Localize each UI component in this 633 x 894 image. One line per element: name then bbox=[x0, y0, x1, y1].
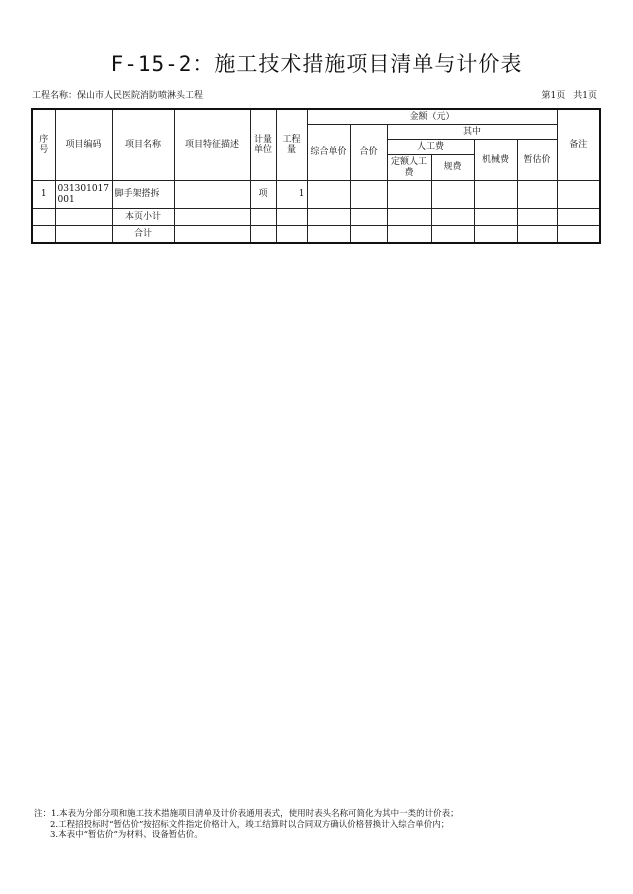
row-seq: 1 bbox=[32, 181, 55, 209]
row-code: 031301017001 bbox=[55, 181, 112, 209]
header-fee: 规费 bbox=[431, 155, 474, 181]
header-total: 合价 bbox=[350, 125, 387, 181]
header-amount: 金额（元） bbox=[307, 109, 557, 125]
note-1: 注：1.本表为分部分项和施工技术措施项目清单及计价表通用表式，使用时表头名称可简化为其中一类的计价表； bbox=[34, 809, 459, 819]
header-feature: 项目特征描述 bbox=[174, 109, 250, 181]
header-machine: 机械费 bbox=[474, 140, 517, 181]
note-2: 2.工程招投标时“暂估价”按招标文件指定价格计入，竣工结算时以合同双方确认价格替换计入综合单价内； bbox=[50, 819, 450, 830]
page-info bbox=[542, 88, 597, 101]
header-among: 其中 bbox=[387, 125, 557, 140]
page-total: 共1页 bbox=[573, 91, 597, 101]
total-row bbox=[32, 226, 600, 243]
project-label: 工程名称： bbox=[32, 91, 78, 101]
header-provisional: 暂估价 bbox=[517, 140, 557, 181]
row-name: 脚手架搭拆 bbox=[112, 181, 174, 209]
row-unit: 项 bbox=[250, 181, 276, 209]
pricing-table bbox=[31, 108, 601, 244]
header-name: 项目名称 bbox=[112, 109, 174, 181]
note-3: 3.本表中“暂估价”为材料、设备暂估价。 bbox=[50, 830, 203, 841]
page-current: 第1页 bbox=[541, 91, 566, 101]
row-qty: 1 bbox=[276, 181, 307, 209]
table-row bbox=[32, 181, 600, 209]
subtotal-label: 本页小计 bbox=[112, 209, 174, 226]
row-feature bbox=[174, 181, 250, 209]
notes bbox=[34, 809, 459, 841]
header-seq: 序号 bbox=[32, 109, 55, 181]
total-label: 合计 bbox=[112, 226, 174, 243]
page-title: F-15-2：施工技术措施项目清单与计价表 bbox=[110, 52, 523, 76]
header-code: 项目编码 bbox=[55, 109, 112, 181]
project-name: 保山市人民医院消防喷淋头工程 bbox=[77, 91, 204, 101]
header-unit: 计量单位 bbox=[250, 109, 276, 181]
project-info bbox=[32, 88, 203, 101]
header-unit-price: 综合单价 bbox=[307, 125, 350, 181]
header-labor: 人工费 bbox=[387, 140, 474, 155]
header-qty: 工程量 bbox=[276, 109, 307, 181]
subtotal-row bbox=[32, 209, 600, 226]
header-remark: 备注 bbox=[557, 109, 600, 181]
header-quota-labor: 定额人工费 bbox=[387, 155, 431, 181]
